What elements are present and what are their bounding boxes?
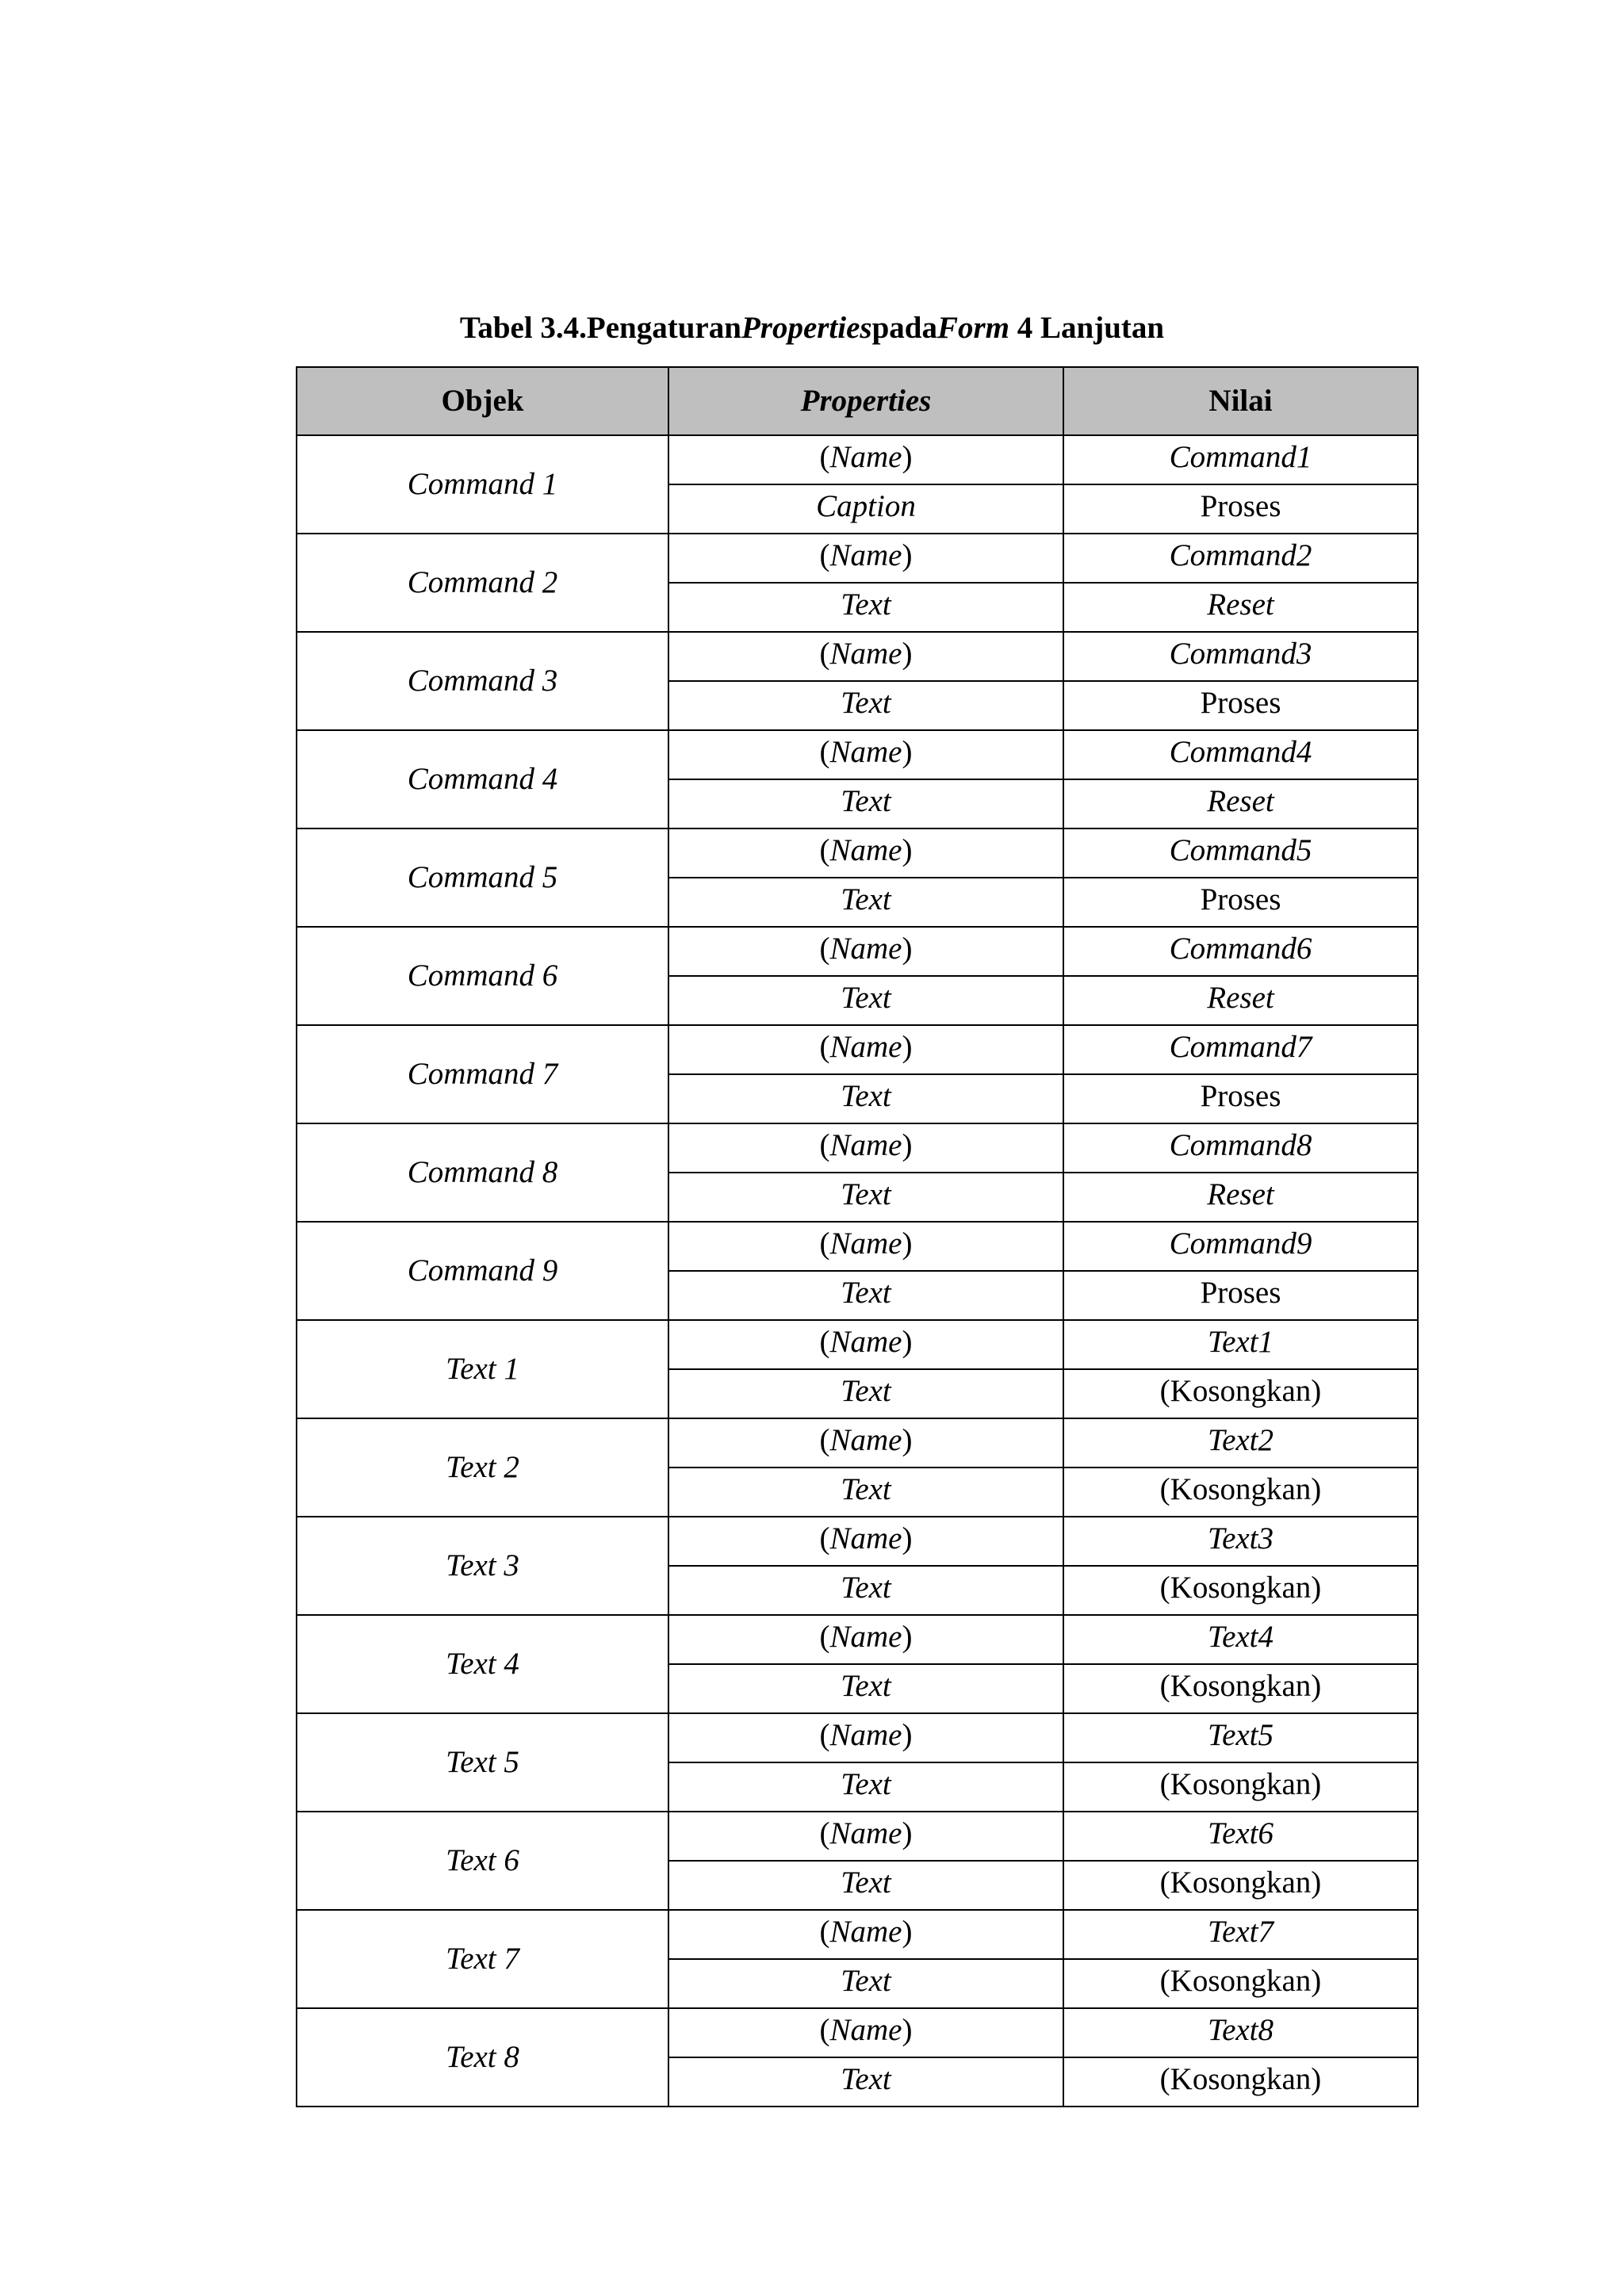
table-row [297, 1615, 1418, 1664]
value-cell: Text4 [1063, 1615, 1418, 1664]
property-cell [668, 828, 1063, 878]
table-row [297, 632, 1418, 681]
value-cell: (Kosongkan) [1063, 1762, 1418, 1812]
value-cell: Text6 [1063, 1812, 1418, 1861]
property-cell [668, 1713, 1063, 1762]
paren-close: ) [902, 833, 913, 867]
property-name: Name [829, 932, 902, 966]
paren-open: ( [819, 440, 830, 474]
property-name: Name [829, 735, 902, 769]
object-cell: Command 5 [297, 828, 668, 927]
property-cell [668, 730, 1063, 779]
paren-open: ( [819, 1521, 830, 1556]
property-name: Name [829, 1325, 902, 1359]
value-cell: Command9 [1063, 1222, 1418, 1271]
property-cell [668, 1222, 1063, 1271]
paren-close: ) [902, 637, 913, 671]
table-row [297, 927, 1418, 976]
paren-close: ) [902, 1521, 913, 1556]
table-row [297, 1910, 1418, 1959]
object-cell: Command 7 [297, 1025, 668, 1123]
property-cell: Text [668, 681, 1063, 730]
paren-open: ( [819, 1620, 830, 1654]
table-row [297, 534, 1418, 583]
table-row [297, 1320, 1418, 1369]
object-cell: Text 5 [297, 1713, 668, 1812]
value-cell: Command2 [1063, 534, 1418, 583]
property-cell [668, 1812, 1063, 1861]
table-row [297, 730, 1418, 779]
property-cell [668, 1320, 1063, 1369]
property-name: Name [829, 440, 902, 474]
value-cell: Proses [1063, 1074, 1418, 1123]
table-row [297, 828, 1418, 878]
paren-open: ( [819, 1816, 830, 1850]
paren-close: ) [902, 2013, 913, 2047]
property-cell [668, 1025, 1063, 1074]
value-cell: Text1 [1063, 1320, 1418, 1369]
value-cell: Command1 [1063, 435, 1418, 484]
object-cell: Command 9 [297, 1222, 668, 1320]
paren-close: ) [902, 1325, 913, 1359]
paren-open: ( [819, 1325, 830, 1359]
value-cell: Text7 [1063, 1910, 1418, 1959]
table-row [297, 1517, 1418, 1566]
value-cell: Reset [1063, 1173, 1418, 1222]
property-cell: Text [668, 1468, 1063, 1517]
paren-close: ) [902, 735, 913, 769]
table-row [297, 1713, 1418, 1762]
value-cell: Proses [1063, 878, 1418, 927]
property-name: Name [829, 1521, 902, 1556]
paren-open: ( [819, 1423, 830, 1457]
object-cell: Text 6 [297, 1812, 668, 1910]
paren-open: ( [819, 1128, 830, 1162]
table-row [297, 1222, 1418, 1271]
property-cell: Text [668, 1271, 1063, 1320]
property-cell: Text [668, 2057, 1063, 2107]
value-cell: Command7 [1063, 1025, 1418, 1074]
table-row [297, 1418, 1418, 1468]
property-cell: Text [668, 779, 1063, 828]
caption-pada: pada [871, 311, 937, 345]
property-cell: Caption [668, 484, 1063, 534]
paren-open: ( [819, 932, 830, 966]
property-cell: Text [668, 1369, 1063, 1418]
property-cell: Text [668, 1074, 1063, 1123]
value-cell: Command8 [1063, 1123, 1418, 1173]
value-cell: Text3 [1063, 1517, 1418, 1566]
paren-close: ) [902, 1226, 913, 1261]
paren-open: ( [819, 735, 830, 769]
property-name: Name [829, 833, 902, 867]
paren-close: ) [902, 932, 913, 966]
table-row [297, 435, 1418, 484]
caption-form-word: Form [936, 311, 1010, 345]
value-cell: (Kosongkan) [1063, 1566, 1418, 1615]
property-name: Name [829, 1128, 902, 1162]
property-cell: Text [668, 1861, 1063, 1910]
property-cell: Text [668, 1173, 1063, 1222]
value-cell: Command5 [1063, 828, 1418, 878]
table-body [297, 435, 1418, 2107]
properties-table [296, 366, 1419, 2107]
paren-open: ( [819, 538, 830, 572]
property-cell [668, 435, 1063, 484]
header-properties: Properties [668, 367, 1063, 435]
value-cell: (Kosongkan) [1063, 1369, 1418, 1418]
property-name: Name [829, 1816, 902, 1850]
property-cell: Text [668, 878, 1063, 927]
header-objek: Objek [297, 367, 668, 435]
paren-open: ( [819, 637, 830, 671]
caption-prefix: Tabel 3.4.Pengaturan [459, 311, 741, 345]
table-row [297, 2008, 1418, 2057]
value-cell: (Kosongkan) [1063, 2057, 1418, 2107]
object-cell: Text 7 [297, 1910, 668, 2008]
property-cell: Text [668, 583, 1063, 632]
table-row [297, 1123, 1418, 1173]
property-cell [668, 1123, 1063, 1173]
paren-open: ( [819, 1226, 830, 1261]
paren-close: ) [902, 1620, 913, 1654]
value-cell: Proses [1063, 681, 1418, 730]
value-cell: (Kosongkan) [1063, 1861, 1418, 1910]
property-cell [668, 2008, 1063, 2057]
paren-close: ) [902, 1030, 913, 1064]
property-name: Name [829, 538, 902, 572]
paren-close: ) [902, 1816, 913, 1850]
paren-close: ) [902, 538, 913, 572]
property-name: Name [829, 1423, 902, 1457]
property-name: Name [829, 1915, 902, 1949]
value-cell: (Kosongkan) [1063, 1468, 1418, 1517]
property-name: Name [829, 637, 902, 671]
property-name: Name [829, 2013, 902, 2047]
object-cell: Command 3 [297, 632, 668, 730]
object-cell: Text 2 [297, 1418, 668, 1517]
table-row [297, 1025, 1418, 1074]
object-cell: Text 1 [297, 1320, 668, 1418]
object-cell: Command 6 [297, 927, 668, 1025]
caption-properties-word: Properties [741, 311, 872, 345]
value-cell: Command3 [1063, 632, 1418, 681]
property-cell [668, 927, 1063, 976]
paren-open: ( [819, 833, 830, 867]
table-header-row [297, 367, 1418, 435]
value-cell: Text8 [1063, 2008, 1418, 2057]
value-cell: Command4 [1063, 730, 1418, 779]
property-cell [668, 1615, 1063, 1664]
paren-close: ) [902, 1128, 913, 1162]
object-cell: Command 8 [297, 1123, 668, 1222]
property-cell [668, 1910, 1063, 1959]
value-cell: (Kosongkan) [1063, 1959, 1418, 2008]
value-cell: Proses [1063, 1271, 1418, 1320]
property-name: Name [829, 1226, 902, 1261]
value-cell: (Kosongkan) [1063, 1664, 1418, 1713]
paren-close: ) [902, 1423, 913, 1457]
paren-open: ( [819, 1030, 830, 1064]
value-cell: Text5 [1063, 1713, 1418, 1762]
value-cell: Command6 [1063, 927, 1418, 976]
property-cell [668, 534, 1063, 583]
caption-suffix: 4 Lanjutan [1009, 311, 1165, 345]
table-row [297, 1812, 1418, 1861]
table-caption [0, 306, 1624, 350]
paren-close: ) [902, 440, 913, 474]
value-cell: Reset [1063, 779, 1418, 828]
property-cell: Text [668, 1959, 1063, 2008]
object-cell: Text 8 [297, 2008, 668, 2107]
header-nilai: Nilai [1063, 367, 1418, 435]
property-cell: Text [668, 1664, 1063, 1713]
paren-open: ( [819, 1915, 830, 1949]
value-cell: Text2 [1063, 1418, 1418, 1468]
object-cell: Command 4 [297, 730, 668, 828]
value-cell: Proses [1063, 484, 1418, 534]
paren-close: ) [902, 1915, 913, 1949]
property-cell [668, 632, 1063, 681]
paren-open: ( [819, 2013, 830, 2047]
value-cell: Reset [1063, 583, 1418, 632]
object-cell: Text 3 [297, 1517, 668, 1615]
property-cell [668, 1418, 1063, 1468]
property-cell: Text [668, 1762, 1063, 1812]
value-cell: Reset [1063, 976, 1418, 1025]
paren-open: ( [819, 1718, 830, 1752]
property-cell: Text [668, 1566, 1063, 1615]
property-cell: Text [668, 976, 1063, 1025]
paren-close: ) [902, 1718, 913, 1752]
object-cell: Command 1 [297, 435, 668, 534]
property-cell [668, 1517, 1063, 1566]
object-cell: Command 2 [297, 534, 668, 632]
property-name: Name [829, 1620, 902, 1654]
property-name: Name [829, 1030, 902, 1064]
property-name: Name [829, 1718, 902, 1752]
object-cell: Text 4 [297, 1615, 668, 1713]
